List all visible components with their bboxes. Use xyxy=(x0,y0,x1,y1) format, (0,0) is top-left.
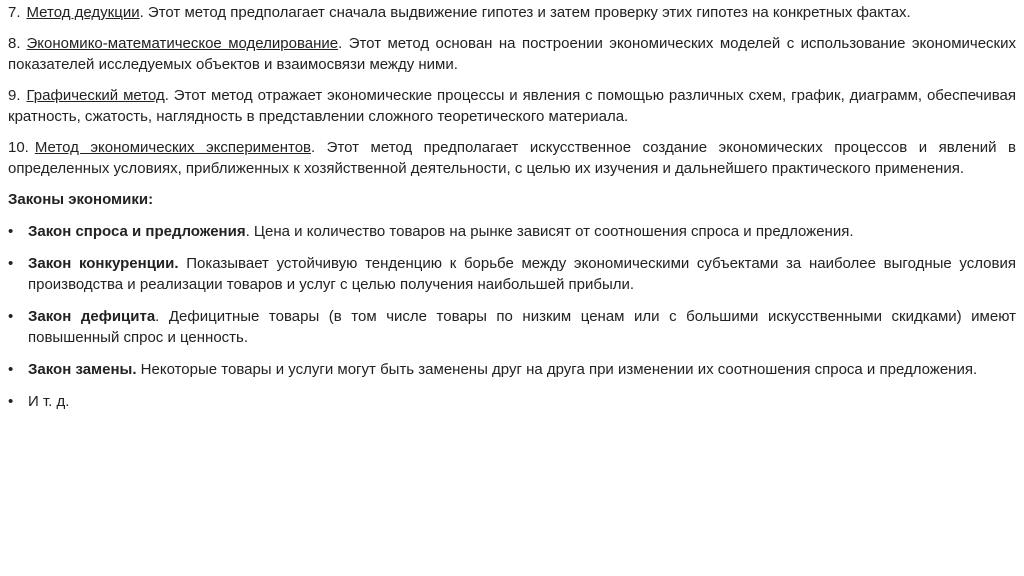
list-item xyxy=(8,253,1016,295)
law-description: Показывает устойчивую тенденцию к борьбе между экономическими субъектами за наиболее выгодные условия производства и реализации товаров и услуг с целью получения наибольшей прибыли. xyxy=(28,255,1016,293)
law-term: Закон замены. xyxy=(28,361,137,378)
method-number: 7. xyxy=(8,4,21,21)
law-description: . Дефицитные товары (в том числе товары по низким ценам или с большими искусственными скидками) имеют повышенный спрос и ценность. xyxy=(28,308,1017,346)
law-description: . Цена и количество товаров на рынке зависят от соотношения спроса и предложения. xyxy=(245,223,854,240)
laws-heading: Законы экономики: xyxy=(8,191,154,208)
slide-content xyxy=(8,0,1016,576)
method-9-paragraph xyxy=(8,85,1016,127)
method-term: Метод экономических экспериментов xyxy=(34,139,312,156)
law-term: Закон дефицита xyxy=(28,308,156,325)
method-number: 9. xyxy=(8,87,21,104)
bullet-icon: • xyxy=(8,393,14,410)
method-description: . Этот метод основан на построении экономических моделей с использование экономических показателей исследуемых объектов и взаимосвязи между ними. xyxy=(8,35,1016,73)
method-number: 8. xyxy=(8,35,21,52)
list-item xyxy=(8,359,1016,380)
laws-list xyxy=(8,221,1016,412)
bullet-icon: • xyxy=(8,223,14,240)
method-term: Графический метод xyxy=(26,87,165,104)
method-term: Экономико-математическое моделирование xyxy=(26,35,339,52)
law-term: Закон конкуренции. xyxy=(28,255,179,272)
bullet-icon: • xyxy=(8,308,14,325)
method-7-paragraph xyxy=(8,2,1016,23)
law-term: Закон спроса и предложения xyxy=(28,223,246,240)
list-item xyxy=(8,306,1016,348)
bullet-icon: • xyxy=(8,255,14,272)
method-term: Метод дедукции xyxy=(26,4,140,21)
list-item xyxy=(8,391,1016,412)
list-item xyxy=(8,221,1016,242)
law-description: Некоторые товары и услуги могут быть заменены друг на друга при изменении их соотношения спроса и предложения. xyxy=(136,361,978,378)
bullet-icon: • xyxy=(8,361,14,378)
law-description: И т. д. xyxy=(28,393,70,410)
method-8-paragraph xyxy=(8,33,1016,75)
method-10-paragraph xyxy=(8,137,1016,179)
method-description: . Этот метод отражает экономические процессы и явления с помощью различных схем, график, диаграмм, обеспечивая кратность, сжатость, наглядность в представлении сложного теоретического материала. xyxy=(8,87,1016,125)
method-description: . Этот метод предполагает сначала выдвижение гипотез и затем проверку этих гипотез на конкретных фактах. xyxy=(139,4,911,21)
method-description: . Этот метод предполагает искусственное создание экономических процессов и явлений в определенных условиях, приближенных к хозяйственной деятельности, с целью их изучения и дальнейшего практического применения. xyxy=(8,139,1016,177)
method-number: 10. xyxy=(8,139,29,156)
